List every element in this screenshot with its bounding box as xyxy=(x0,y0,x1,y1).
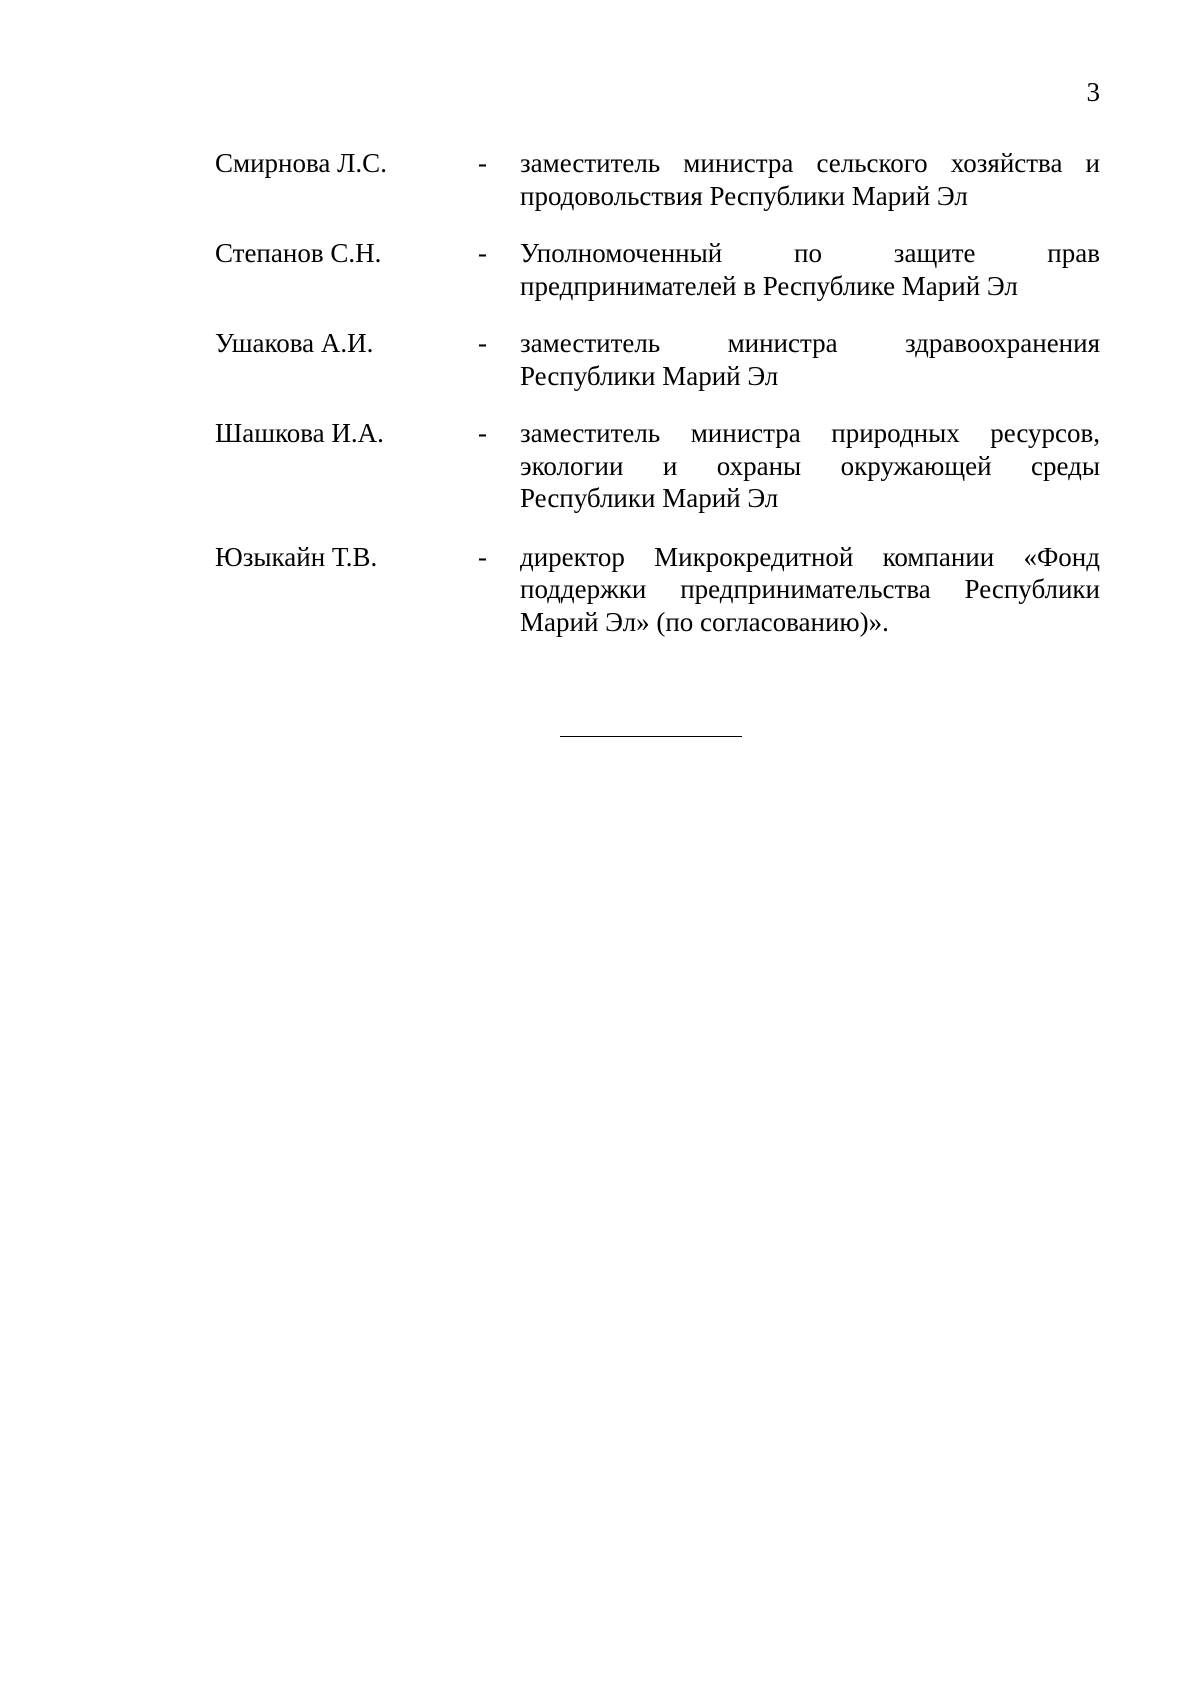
member-row xyxy=(215,417,1100,515)
member-name: Смирнова Л.С. xyxy=(215,148,387,178)
member-name: Шашкова И.А. xyxy=(215,418,384,448)
end-of-document-rule xyxy=(560,736,742,737)
member-row xyxy=(215,237,1100,302)
member-dash: - xyxy=(478,541,487,572)
member-dash: - xyxy=(478,418,487,448)
member-dash: - xyxy=(478,328,487,358)
member-dash: - xyxy=(478,148,487,178)
member-dash: - xyxy=(478,238,487,268)
member-name: Ушакова А.И. xyxy=(215,328,374,358)
member-name: Юзыкайн Т.В. xyxy=(215,541,378,572)
member-row xyxy=(215,327,1100,392)
member-name: Степанов С.Н. xyxy=(215,238,382,268)
member-position: заместитель министра природных ресурсов, экологии и охраны окружающей среды Республики Марий Эл xyxy=(520,418,1100,513)
page-number: 3 xyxy=(1086,77,1100,107)
member-position: Уполномоченный по защите прав предпринимателей в Республике Марий Эл xyxy=(520,238,1100,301)
member-position: директор Микрокредитной компании «Фонд поддержки предпринимательства Республики Марий Эл» (по согласованию)». xyxy=(520,541,1100,637)
member-row xyxy=(215,147,1100,212)
member-position: заместитель министра сельского хозяйства и продовольствия Республики Марий Эл xyxy=(520,148,1100,211)
members-list xyxy=(215,147,1100,663)
member-row xyxy=(215,541,1100,639)
member-position: заместитель министра здравоохранения Республики Марий Эл xyxy=(520,328,1100,391)
